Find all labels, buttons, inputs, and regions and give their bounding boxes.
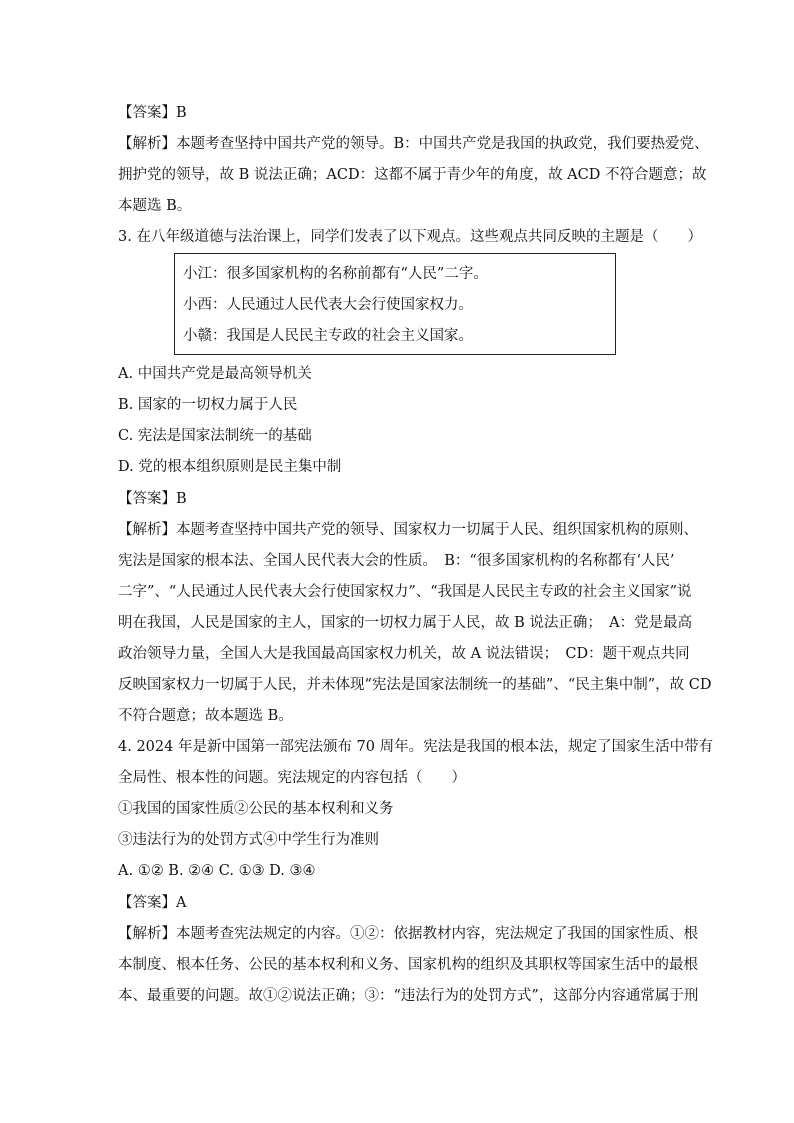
q3-analysis-line-5: 政治领导力量，全国人大是我国最高国家权力机关，故 A 说法错误； CD：题干观点共同: [118, 646, 690, 662]
q4-options: A. ①② B. ②④ C. ①③ D. ③④: [118, 863, 316, 879]
q2-analysis-line-2: 拥护党的领导，故 B 说法正确；ACD：这都不属于青少年的角度，故 ACD 不符合题意；故: [118, 167, 707, 183]
q4-answer: 【答案】A: [118, 895, 187, 911]
q3-option-d: D. 党的根本组织原则是民主集中制: [118, 459, 342, 475]
q3-stem: 3. 在八年级道德与法治课上，同学们发表了以下观点。这些观点共同反映的主题是（ ）: [118, 229, 702, 245]
q4-analysis-line-2: 本制度、根本任务、公民的基本权利和义务、国家机构的组织及其职权等国家生活中的最根: [118, 957, 698, 973]
q3-quote-xiaoxi: 小西：人民通过人民代表大会行使国家权力。: [183, 297, 473, 313]
q4-analysis-line-1: 【解析】本题考查宪法规定的内容。①②：依据教材内容，宪法规定了我国的国家性质、根: [118, 926, 698, 942]
q4-analysis-line-3: 本、最重要的问题。故①②说法正确；③：“违法行为的处罚方式”，这部分内容通常属于刑: [118, 988, 699, 1004]
q3-quote-xiaogan: 小赣：我国是人民民主专政的社会主义国家。: [183, 328, 473, 344]
q4-items-line-2: ③违法行为的处罚方式④中学生行为准则: [118, 832, 379, 848]
q3-analysis-line-7: 不符合题意；故本题选 B。: [118, 708, 293, 724]
q4-items-line-1: ①我国的国家性质②公民的基本权利和义务: [118, 801, 394, 817]
q4-stem-line-2: 全局性、根本性的问题。宪法规定的内容包括（ ）: [118, 770, 466, 786]
q2-analysis-line-3: 本题选 B。: [118, 198, 192, 214]
q3-analysis-line-6: 反映国家权力一切属于人民，并未体现“宪法是国家法制统一的基础”、“民主集中制”，故 CD: [118, 677, 712, 693]
q2-answer: 【答案】B: [118, 105, 187, 121]
q3-quote-xiaojiang: 小江：很多国家机构的名称前都有“人民”二字。: [183, 266, 488, 282]
q2-analysis-line-1: 【解析】本题考查坚持中国共产党的领导。B：中国共产党是我国的执政党，我们要热爱党、: [118, 136, 709, 152]
q3-answer: 【答案】B: [118, 491, 187, 507]
q3-option-c: C. 宪法是国家法制统一的基础: [118, 428, 312, 444]
q3-analysis-line-3: 二字”、“人民通过人民代表大会行使国家权力”、“我国是人民民主专政的社会主义国家”说: [118, 584, 692, 600]
q3-option-b: B. 国家的一切权力属于人民: [118, 397, 298, 413]
q4-stem-line-1: 4. 2024 年是新中国第一部宪法颁布 70 周年。宪法是我国的根本法，规定了国家生活中带有: [118, 739, 714, 755]
q3-option-a: A. 中国共产党是最高领导机关: [118, 366, 312, 382]
q3-quote-box: [174, 253, 616, 355]
q3-analysis-line-1: 【解析】本题考查坚持中国共产党的领导、国家权力一切属于人民、组织国家机构的原则、: [118, 522, 698, 538]
q3-analysis-line-4: 明在我国，人民是国家的主人，国家的一切权力属于人民，故 B 说法正确； A：党是最高: [118, 615, 693, 631]
q3-analysis-line-2: 宪法是国家的根本法、全国人民代表大会的性质。 B：“很多国家机构的名称都有‘人民’: [118, 553, 675, 569]
